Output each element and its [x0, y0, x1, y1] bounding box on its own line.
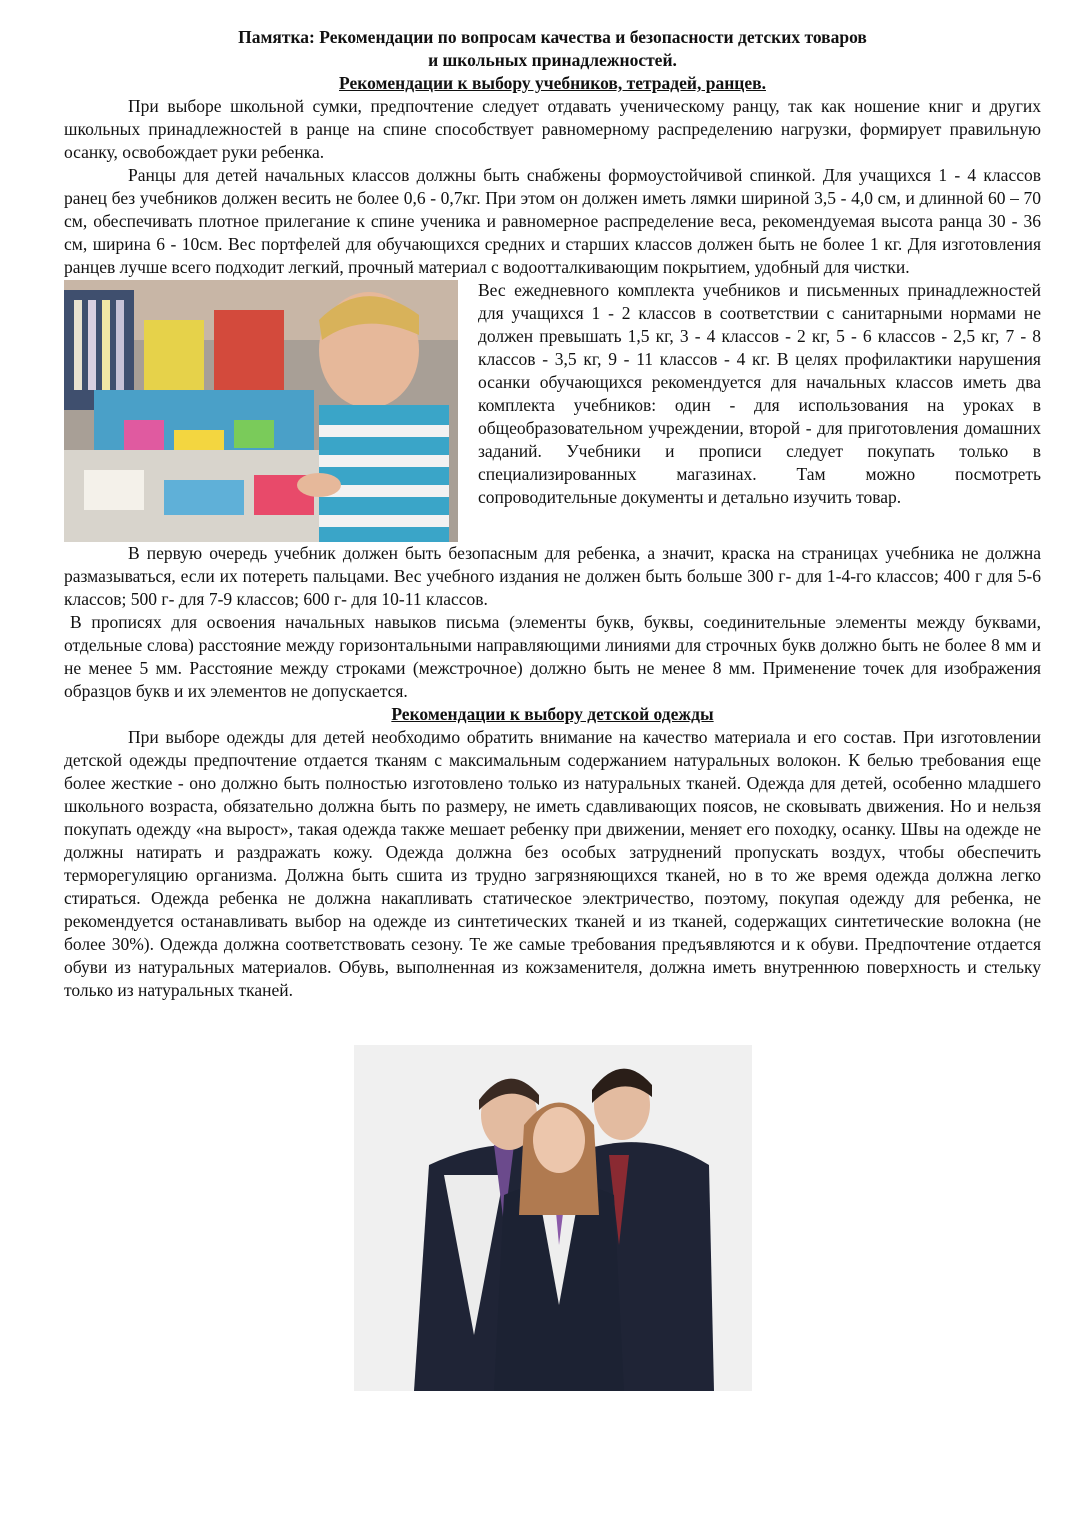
document-page — [64, 26, 1041, 1002]
section1-paragraph-5: В прописях для освоения начальных навыков письма (элементы букв, буквы, соединительные элементы между буквами, отдельные слова) расстояние между горизонтальными направляющими линиями для строчных букв должно быть не более 8 мм и не менее 5 мм. Расстояние между строками (межстрочное) должно быть не менее 8 мм. Применение точек для изображения образцов букв и их элементов не допускается. — [64, 612, 1041, 701]
section1-paragraph-2: Ранцы для детей начальных классов должны быть снабжены формоустойчивой спинкой. Для учащихся 1 - 4 классов ранец без учебников должен весить не более 0,6 - 0,7кг. При этом он должен иметь лямки шириной 3,5 - 4,0 см, и длинной 60 – 70 см, обеспечивать плотное прилегание к спине ученика и равномерное распределение веса, рекомендуемая высота ранца 30 - 36 см, ширина 6 - 10см. Вес портфелей для обучающихся средних и старших классов должен быть не более 1 кг. Для изготовления ранцев лучше всего подходит легкий, прочный материал с водоотталкивающим покрытием, удобный для чистки. — [64, 165, 1041, 277]
section2-paragraph-1: При выборе одежды для детей необходимо обратить внимание на качество материала и его состав. При изготовлении детской одежды предпочтение отдается тканям с максимальным содержанием натуральных волокон. К белью требования еще более жесткие - оно должно быть полностью изготовлено только из натуральных тканей. Одежда для детей, особенно младшего школьного возраста, обязательно должна быть по размеру, не иметь сдавливающих поясов, не сковывать движения. Но и нельзя покупать одежду «на вырост», такая одежда также мешает ребенку при движении, меняет его походку, осанку. Швы на одежде не должны натирать и раздражать кожу. Одежда должна без особых затруднений пропускать воздух, чтобы обеспечить терморегуляцию организма. Должна быть сшита из трудно загрязняющихся тканей, но в то же время одежда должна легко стираться. Одежда ребенка не должна накапливать статическое электричество, поэтому, покупая одежду для ребенка, не рекомендуется останавливать выбор на одежде из синтетических тканей и из тканей, содержащих синтетические волокна (не более 30%). Одежда должна соответствовать сезону. Те же самые требования предъявляются и к обуви. Предпочтение отдается обуви из натуральных материалов. Обувь, выполненная из кожзаменителя, должна иметь внутреннюю поверхность и стельку только из натуральных тканей. — [64, 727, 1041, 1000]
uniform-photo-illustration — [354, 1045, 752, 1391]
section2-heading: Рекомендации к выбору детской одежды — [391, 704, 714, 724]
boy-choosing-supplies-photo — [64, 280, 458, 542]
section1-paragraph-1: При выборе школьной сумки, предпочтение следует отдавать ученическому ранцу, так как ношение книг и других школьных принадлежностей в ранце на спине способствует равномерному распределению нагрузки, формирует правильную осанку, освобождает руки ребенка. — [64, 96, 1041, 162]
school-uniform-photo — [354, 1045, 752, 1391]
document-title-line1: Памятка: Рекомендации по вопросам качества и безопасности детских товаров — [238, 27, 867, 47]
photo-text-row — [64, 279, 1041, 542]
boy-photo-illustration — [64, 280, 458, 542]
section1-heading: Рекомендации к выбору учебников, тетрадей, ранцев. — [339, 73, 766, 93]
section1-paragraph-3: Вес ежедневного комплекта учебников и письменных принадлежностей для учащихся 1 - 2 классов в соответствии с санитарными нормами не должен превышать 1,5 кг, 3 - 4 классов - 2 кг, 5 - 6 классов - 2,5 кг, 7 - 8 классов - 3,5 кг, 9 - 11 классов - 4 кг. В целях профилактики нарушения осанки обучающихся рекомендуется для начальных классов иметь два комплекта учебников: один - для использования на уроках в общеобразовательном учреждении, второй - для приготовления домашних заданий. Учебники и прописи следует покупать только в специализированных магазинах. Там можно посмотреть сопроводительные документы и детально изучить товар. — [478, 280, 1041, 507]
section1-paragraph-4: В первую очередь учебник должен быть безопасным для ребенка, а значит, краска на страницах учебника не должна размазываться, если их потереть пальцами. Вес учебного издания не должен быть больше 300 г- для 1-4-го классов; 400 г для 5-6 классов; 500 г- для 7-9 классов; 600 г- для 10-11 классов. — [64, 543, 1041, 609]
document-title-line2: и школьных принадлежностей. — [428, 50, 677, 70]
